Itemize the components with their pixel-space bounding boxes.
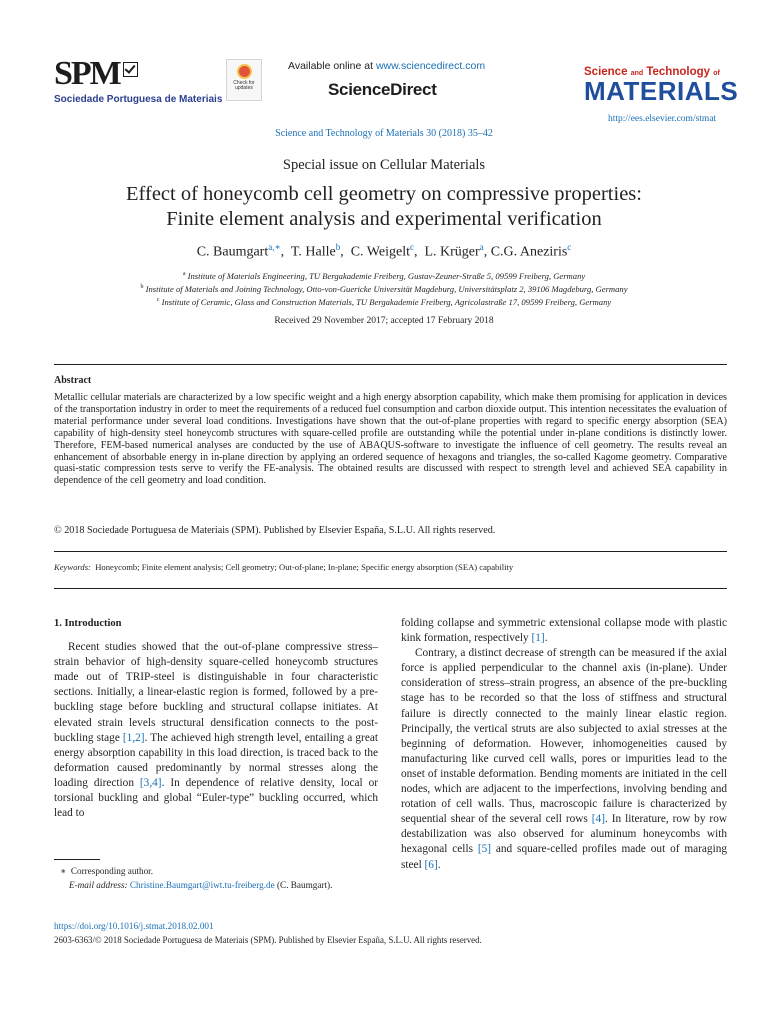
divider (54, 551, 727, 552)
affiliation-mark: c (156, 296, 160, 303)
footnote-mark: ∗ (60, 866, 67, 876)
affiliation-item (0, 282, 768, 295)
citation-link[interactable]: [5] (477, 843, 492, 856)
sciencedirect-link[interactable]: www.sciencedirect.com (375, 60, 486, 72)
keywords (54, 562, 513, 572)
citation-link[interactable]: [1,2] (122, 731, 145, 744)
paragraph-text: Recent studies showed that the out-of-plane compressive stress–strain behavior of high-density square-celled honeycomb structures made out of TRIP-steel is distinguishable in four characteristic sections. Initially, a linear-elastic region is formed, followed by a pre-buckling stage before buckling and structural collapse initiates. At elevated strain levels structural densification connects to the post-buckling stage (54, 641, 378, 744)
author-name: C. Baumgart (196, 244, 269, 260)
article-title (0, 182, 768, 232)
paragraph-text: . In literature, row by row destabilization was also observed for aluminum honeycombs with hexagonal cells (401, 813, 727, 856)
abstract-heading: Abstract (54, 375, 92, 386)
paragraph-text: . The achieved high strength level, entailing a great energy absorption capability in this load direction, is traced back to the deformation caused predominantly by normal stresses along the loading direction (54, 731, 378, 789)
keywords-text: Honeycomb; Finite element analysis; Cell geometry; Out-of-plane; In-plane; Specific energy absorption (SEA) capability (95, 562, 514, 572)
affiliation-text: Institute of Materials Engineering, TU Bergakademie Freiberg, Gustav-Zeuner-Straße 5, 09599 Freiberg, Germany (187, 270, 586, 281)
available-online (288, 60, 485, 72)
doi-link[interactable]: https://doi.org/10.1016/j.stmat.2018.02.001 (54, 921, 214, 931)
affiliation-mark: b (140, 283, 144, 290)
affiliation-item (0, 269, 768, 282)
author-name: C. Weigelt (350, 244, 410, 260)
paragraph (401, 616, 727, 646)
spm-logo (54, 55, 223, 110)
journal-logo-and: and (630, 70, 644, 77)
divider (54, 364, 727, 365)
journal-logo (584, 66, 739, 106)
journal-logo-materials: MATERIALS (584, 76, 739, 106)
footnote-corresponding (60, 865, 332, 879)
divider (54, 588, 727, 589)
citation-link[interactable]: [6] (424, 858, 438, 871)
crossmark-badge[interactable] (226, 59, 262, 101)
author-affil-link[interactable]: c (409, 242, 414, 252)
paragraph-text: folding collapse and symmetric extensional collapse mode with plastic kink formation, respectively (401, 617, 727, 645)
footnote-email (60, 879, 332, 893)
journal-logo-science: Science (584, 66, 628, 78)
section-heading: 1. Introduction (54, 618, 122, 629)
paragraph-text: Contrary, a distinct decrease of strength can be measured if the axial force is applied perpendicular to the channel axis (in-plane). Under consideration of stress–strain progress, an absence of the pre-buckling stage has to be recorded so that the loss of stiffness and structural failure is directly connected to the mainly linear elastic region. Principally, the vertical struts are also subjected to axial stresses at the beginning of deformation. However, inhomogeneities caused by manufacturing like curved cell walls, pores or impurities lead to the onset of instable deformation. Bending moments are initiated in the cell nodes, which are adjacent to the imperfections, involving bending and rotation of cell walls. Thus, macroscopic failure is characterized by sequential shear of the several cell rows (401, 647, 727, 826)
footnote-text: Corresponding author. (70, 866, 154, 876)
spm-mark: SPM (54, 55, 120, 92)
title-line-1: Effect of honeycomb cell geometry on compressive properties: (126, 183, 642, 205)
title-line-2: Finite element analysis and experimental verification (166, 208, 602, 230)
journal-reference[interactable]: Science and Technology of Materials 30 (2018) 35–42 (275, 128, 493, 139)
abstract-copyright: © 2018 Sociedade Portuguesa de Materiais (SPM). Published by Elsevier España, S.L.U. All rights reserved. (54, 525, 496, 536)
abstract-text: Metallic cellular materials are characterized by a low specific weight and a high energy absorption capability, which make them promising for application in devices of the transportation industry in order to meet the requirements of a reduced fuel consumption and carbon dioxide output. This intention necessitates the evaluation of material performance under several load conditions. Investigations have shown that the out-of-plane properties with regard to specific energy absorption (SEA) capability of high-density steel honeycomb structures with square-celled profile are outstanding while the potential under in-plane conditions is distinctly lower. Therefore, FEM-based numerical analyses are conducted by the use of ABAQUS-software to investigate the influence of cell geometry. The results reveal an enhancement of absorbable energy in in-plane direction by applying an ordered sequence of hexagons and triangles, the so-called Kagome geometry. Comparative quasi-static compression tests serve to verify the FE-analysis. The obtained results are discussed with respect to strength level and achieved SEA capability in dependence of the cell geometry and load condition. (54, 392, 727, 487)
email-suffix: (C. Baumgart). (274, 879, 333, 890)
journal-url-link[interactable]: http://ees.elsevier.com/stmat (608, 114, 717, 124)
email-label: E-mail address: (69, 879, 128, 890)
author-name: T. Halle (290, 244, 336, 260)
affiliation-mark: a (182, 271, 186, 277)
journal-logo-technology: Technology (646, 66, 711, 78)
sciencedirect-wordmark: ScienceDirect (328, 80, 437, 99)
email-link[interactable]: Christine.Baumgart@iwt.tu-freiberg.de (129, 879, 275, 890)
paragraph (54, 640, 378, 821)
author-name: L. Krüger (424, 244, 480, 260)
footnote (60, 865, 332, 892)
keywords-label: Keywords: (54, 562, 91, 572)
author-affil-link[interactable]: a (479, 242, 484, 252)
author-affil-link[interactable]: c (567, 242, 572, 252)
affiliations (0, 269, 768, 308)
citation-link[interactable]: [4] (591, 813, 605, 826)
checkbox-icon (123, 62, 138, 77)
paragraph-text: . (544, 632, 548, 645)
left-column (54, 616, 378, 821)
author-affil-link[interactable]: a,∗ (268, 242, 281, 252)
right-column (401, 616, 727, 873)
affiliation-text: Institute of Materials and Joining Technology, Otto-von-Guericke Universität Magdeburg, Universitätsplatz 2, 39106 Magdeburg, Germany (145, 283, 628, 294)
paragraph-text: and square-celled profiles made out of maraging steel (401, 843, 727, 871)
available-prefix: Available online at (288, 60, 376, 72)
paragraph-text: . (437, 858, 441, 871)
paragraph-text: . In dependence of relative density, local or torsional buckling and global “Euler-type” buckling occurred, which lead to (54, 776, 378, 820)
citation-link[interactable]: [1] (531, 632, 545, 645)
issn-copyright: 2603-6363/© 2018 Sociedade Portuguesa de Materiais (SPM). Published by Elsevier España, S.L.U. All rights reserved. (54, 935, 482, 945)
special-issue-label: Special issue on Cellular Materials (282, 157, 486, 173)
affiliation-text: Institute of Ceramic, Glass and Construction Materials, TU Bergakademie Freiberg, Agricolastraße 17, 09599 Freiberg, Germany (161, 296, 612, 307)
author-name: C.G. Aneziris (490, 244, 568, 260)
footnote-divider (54, 859, 100, 860)
citation-link[interactable]: [3,4] (139, 776, 162, 789)
spm-society-name: Sociedade Portuguesa de Materiais (54, 94, 223, 105)
author-affil-link[interactable]: b (335, 242, 341, 252)
received-dates: Received 29 November 2017; accepted 17 February 2018 (274, 316, 494, 326)
journal-logo-of: of (713, 70, 720, 77)
author-list: C. Baumgart$^{a,∗}$, T. Halle$^b$, C. Weigelt$^c$, L. Krüger$^a$, C.G. Aneziris$^c$ (196, 242, 572, 260)
crossmark-icon (237, 64, 252, 79)
paragraph (401, 646, 727, 872)
affiliation-item (0, 295, 768, 308)
crossmark-label: Check for updates (233, 80, 255, 91)
